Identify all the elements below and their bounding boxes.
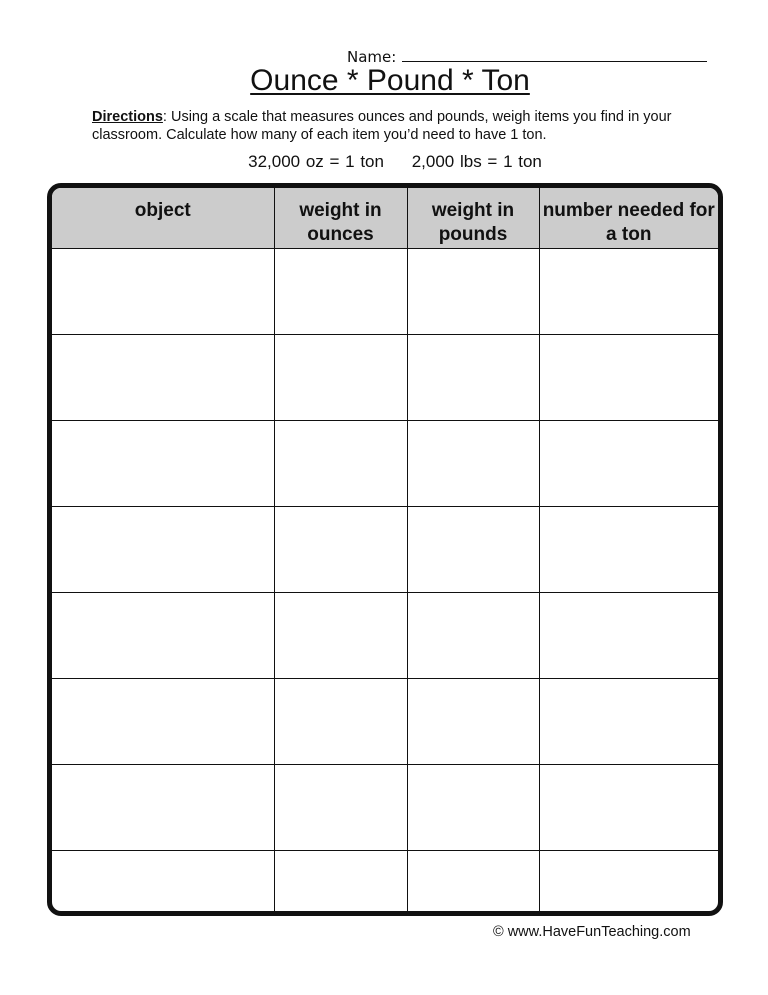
ounce-conversion: 32,000 oz = 1 ton [248, 152, 384, 171]
number-needed-cell[interactable] [539, 593, 718, 679]
table-body [52, 249, 718, 917]
number-needed-cell[interactable] [539, 421, 718, 507]
object-cell[interactable] [52, 335, 274, 421]
ounces-cell[interactable] [274, 249, 407, 335]
number-needed-cell[interactable] [539, 335, 718, 421]
ounces-cell[interactable] [274, 851, 407, 917]
ounces-cell[interactable] [274, 593, 407, 679]
directions-text: : Using a scale that measures ounces and pounds, weigh items you find in your classroom. Calculate how many of each item you’d need to have 1 ton. [92, 109, 672, 143]
page-title: Ounce * Pound * Ton [250, 64, 530, 97]
pounds-cell[interactable] [407, 249, 539, 335]
number-needed-cell[interactable] [539, 765, 718, 851]
number-needed-cell[interactable] [539, 679, 718, 765]
object-cell[interactable] [52, 249, 274, 335]
table-row [52, 421, 718, 507]
object-cell[interactable] [52, 507, 274, 593]
pounds-cell[interactable] [407, 679, 539, 765]
number-needed-cell[interactable] [539, 249, 718, 335]
table-row [52, 679, 718, 765]
object-cell[interactable] [52, 421, 274, 507]
ounces-cell[interactable] [274, 335, 407, 421]
table-row [52, 507, 718, 593]
object-cell[interactable] [52, 593, 274, 679]
column-header-weight-pounds: weight in pounds [407, 188, 539, 249]
pounds-cell[interactable] [407, 335, 539, 421]
directions-label: Directions [92, 109, 163, 125]
number-needed-cell[interactable] [539, 851, 718, 917]
table-row [52, 335, 718, 421]
column-header-number-needed: number needed for a ton [539, 188, 718, 249]
column-header-object: object [52, 188, 274, 249]
table-row [52, 593, 718, 679]
number-needed-cell[interactable] [539, 507, 718, 593]
ounces-cell[interactable] [274, 765, 407, 851]
pounds-cell[interactable] [407, 421, 539, 507]
column-header-weight-ounces: weight in ounces [274, 188, 407, 249]
name-field[interactable] [347, 44, 707, 66]
table-row [52, 249, 718, 335]
directions [92, 108, 732, 144]
ounces-cell[interactable] [274, 421, 407, 507]
object-cell[interactable] [52, 851, 274, 917]
object-cell[interactable] [52, 765, 274, 851]
table-header-row [52, 188, 718, 249]
pounds-cell[interactable] [407, 851, 539, 917]
ounces-cell[interactable] [274, 679, 407, 765]
table-row [52, 851, 718, 917]
name-label: Name: [347, 48, 397, 66]
worksheet-table [47, 183, 723, 916]
object-cell[interactable] [52, 679, 274, 765]
table-row [52, 765, 718, 851]
copyright-footer: © www.HaveFunTeaching.com [493, 924, 691, 940]
ounces-cell[interactable] [274, 507, 407, 593]
conversion-facts [0, 152, 768, 172]
name-blank-line[interactable] [402, 60, 707, 62]
pounds-cell[interactable] [407, 507, 539, 593]
pounds-cell[interactable] [407, 765, 539, 851]
pounds-cell[interactable] [407, 593, 539, 679]
pound-conversion: 2,000 lbs = 1 ton [411, 152, 542, 171]
